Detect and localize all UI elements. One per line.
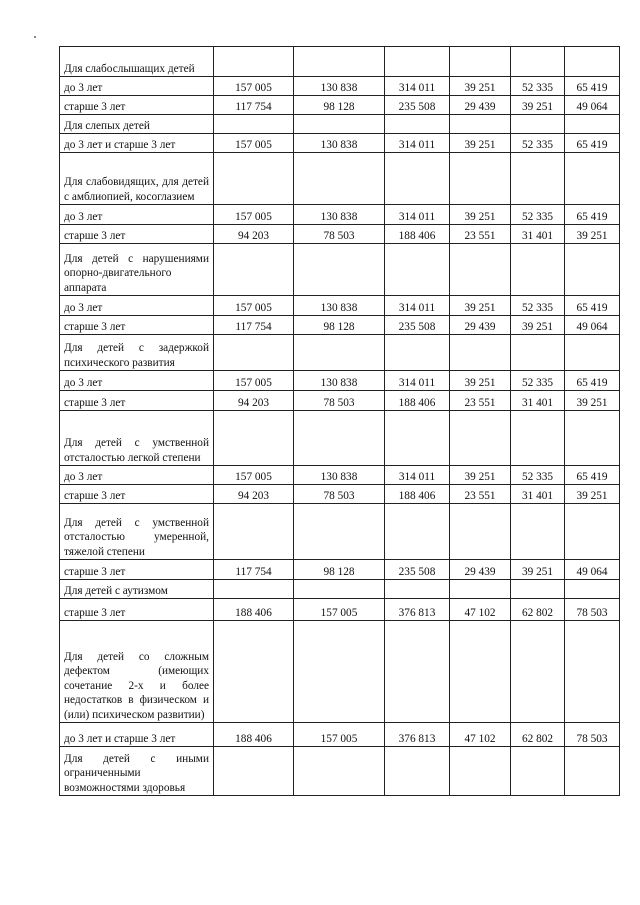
table-row (60, 316, 620, 335)
value-cell: 157 005 (294, 723, 385, 747)
value-cell (294, 244, 385, 296)
value-cell: 98 128 (294, 560, 385, 580)
age-group-label: до 3 лет (60, 205, 214, 225)
value-cell: 49 064 (565, 560, 620, 580)
value-cell (565, 621, 620, 723)
value-cell: 39 251 (511, 316, 565, 335)
value-cell (450, 580, 511, 599)
value-cell (385, 504, 450, 560)
value-cell (294, 621, 385, 723)
cost-table-body (60, 47, 620, 796)
value-cell (565, 244, 620, 296)
value-cell: 49 064 (565, 316, 620, 335)
category-row (60, 621, 620, 723)
value-cell: 31 401 (511, 225, 565, 244)
age-group-label: старше 3 лет (60, 225, 214, 244)
cost-table (59, 46, 620, 796)
value-cell (565, 411, 620, 466)
category-label: Для детей со сложным дефектом (имеющих сочетание 2-х и более недостатков в физическом и (или) психическом развитии) (60, 621, 214, 723)
category-label: Для детей с нарушениями опорно-двигательного аппарата (60, 244, 214, 296)
table-row (60, 225, 620, 244)
value-cell (511, 580, 565, 599)
category-row (60, 504, 620, 560)
value-cell (450, 153, 511, 205)
category-row (60, 244, 620, 296)
value-cell: 188 406 (385, 225, 450, 244)
value-cell: 52 335 (511, 134, 565, 153)
category-row (60, 115, 620, 134)
value-cell: 157 005 (214, 466, 294, 485)
table-row (60, 599, 620, 621)
value-cell: 29 439 (450, 316, 511, 335)
value-cell: 130 838 (294, 134, 385, 153)
value-cell: 52 335 (511, 296, 565, 316)
value-cell (214, 411, 294, 466)
value-cell: 39 251 (450, 466, 511, 485)
value-cell: 235 508 (385, 560, 450, 580)
value-cell (385, 244, 450, 296)
value-cell: 78 503 (565, 723, 620, 747)
value-cell (511, 244, 565, 296)
value-cell: 157 005 (214, 296, 294, 316)
value-cell: 130 838 (294, 205, 385, 225)
value-cell: 31 401 (511, 391, 565, 411)
category-row (60, 411, 620, 466)
value-cell: 130 838 (294, 77, 385, 96)
value-cell: 65 419 (565, 466, 620, 485)
value-cell: 94 203 (214, 485, 294, 504)
value-cell: 47 102 (450, 599, 511, 621)
value-cell (214, 115, 294, 134)
value-cell: 52 335 (511, 371, 565, 391)
value-cell (214, 504, 294, 560)
category-label: Для детей с иными ограниченными возможностями здоровья (60, 747, 214, 796)
value-cell (511, 115, 565, 134)
value-cell (385, 153, 450, 205)
age-group-label: старше 3 лет (60, 391, 214, 411)
value-cell (450, 621, 511, 723)
table-row (60, 485, 620, 504)
value-cell (385, 621, 450, 723)
value-cell: 98 128 (294, 316, 385, 335)
value-cell: 39 251 (511, 96, 565, 115)
value-cell: 235 508 (385, 96, 450, 115)
value-cell (214, 621, 294, 723)
value-cell: 62 802 (511, 723, 565, 747)
value-cell: 39 251 (450, 77, 511, 96)
value-cell (385, 411, 450, 466)
table-row (60, 77, 620, 96)
category-label: Для детей с задержкой психического развития (60, 335, 214, 371)
value-cell: 94 203 (214, 391, 294, 411)
value-cell: 65 419 (565, 205, 620, 225)
value-cell (385, 580, 450, 599)
value-cell: 78 503 (565, 599, 620, 621)
value-cell: 314 011 (385, 77, 450, 96)
value-cell (450, 244, 511, 296)
value-cell (214, 747, 294, 796)
value-cell: 39 251 (565, 391, 620, 411)
value-cell: 314 011 (385, 205, 450, 225)
value-cell: 78 503 (294, 485, 385, 504)
value-cell (450, 747, 511, 796)
value-cell (565, 153, 620, 205)
value-cell: 157 005 (214, 77, 294, 96)
value-cell (511, 153, 565, 205)
value-cell (294, 335, 385, 371)
value-cell: 314 011 (385, 296, 450, 316)
value-cell (385, 115, 450, 134)
value-cell: 62 802 (511, 599, 565, 621)
value-cell (385, 47, 450, 77)
category-row (60, 580, 620, 599)
age-group-label: старше 3 лет (60, 560, 214, 580)
value-cell (294, 47, 385, 77)
value-cell: 117 754 (214, 316, 294, 335)
value-cell: 78 503 (294, 391, 385, 411)
value-cell: 188 406 (385, 485, 450, 504)
value-cell: 314 011 (385, 466, 450, 485)
table-row (60, 371, 620, 391)
value-cell: 94 203 (214, 225, 294, 244)
table-row (60, 723, 620, 747)
value-cell: 376 813 (385, 723, 450, 747)
value-cell: 39 251 (450, 134, 511, 153)
value-cell: 188 406 (214, 599, 294, 621)
value-cell: 117 754 (214, 96, 294, 115)
category-label: Для детей с умственной отсталостью умеренной, тяжелой степени (60, 504, 214, 560)
value-cell: 29 439 (450, 560, 511, 580)
value-cell (565, 335, 620, 371)
value-cell: 376 813 (385, 599, 450, 621)
value-cell: 157 005 (214, 134, 294, 153)
age-group-label: до 3 лет (60, 77, 214, 96)
value-cell: 47 102 (450, 723, 511, 747)
value-cell (511, 504, 565, 560)
value-cell: 31 401 (511, 485, 565, 504)
category-row (60, 153, 620, 205)
category-row (60, 747, 620, 796)
value-cell: 39 251 (565, 485, 620, 504)
value-cell (385, 335, 450, 371)
value-cell (565, 747, 620, 796)
value-cell: 39 251 (450, 205, 511, 225)
age-group-label: до 3 лет и старше 3 лет (60, 134, 214, 153)
age-group-label: старше 3 лет (60, 485, 214, 504)
value-cell (214, 335, 294, 371)
value-cell: 29 439 (450, 96, 511, 115)
table-row (60, 296, 620, 316)
value-cell (511, 47, 565, 77)
value-cell: 39 251 (565, 225, 620, 244)
value-cell (450, 504, 511, 560)
age-group-label: до 3 лет (60, 296, 214, 316)
value-cell (294, 115, 385, 134)
value-cell: 39 251 (511, 560, 565, 580)
value-cell (450, 47, 511, 77)
category-label: Для слепых детей (60, 115, 214, 134)
value-cell (294, 411, 385, 466)
value-cell: 117 754 (214, 560, 294, 580)
table-row (60, 134, 620, 153)
value-cell (565, 504, 620, 560)
value-cell: 52 335 (511, 466, 565, 485)
value-cell (294, 504, 385, 560)
value-cell: 130 838 (294, 371, 385, 391)
table-row (60, 560, 620, 580)
age-group-label: старше 3 лет (60, 599, 214, 621)
value-cell: 314 011 (385, 371, 450, 391)
value-cell: 314 011 (385, 134, 450, 153)
category-label: Для детей с умственной отсталостью легкой степени (60, 411, 214, 466)
value-cell (214, 153, 294, 205)
value-cell (450, 411, 511, 466)
value-cell (214, 47, 294, 77)
value-cell: 65 419 (565, 296, 620, 316)
value-cell: 78 503 (294, 225, 385, 244)
value-cell: 188 406 (385, 391, 450, 411)
value-cell: 235 508 (385, 316, 450, 335)
age-group-label: до 3 лет (60, 371, 214, 391)
value-cell: 130 838 (294, 466, 385, 485)
value-cell (294, 153, 385, 205)
value-cell (294, 747, 385, 796)
value-cell (511, 335, 565, 371)
value-cell: 98 128 (294, 96, 385, 115)
scan-dot (34, 36, 36, 38)
age-group-label: до 3 лет (60, 466, 214, 485)
category-label: Для слабослышащих детей (60, 47, 214, 77)
value-cell: 49 064 (565, 96, 620, 115)
value-cell: 130 838 (294, 296, 385, 316)
value-cell: 188 406 (214, 723, 294, 747)
value-cell (385, 747, 450, 796)
age-group-label: старше 3 лет (60, 96, 214, 115)
category-label: Для детей с аутизмом (60, 580, 214, 599)
value-cell (511, 621, 565, 723)
value-cell: 52 335 (511, 205, 565, 225)
table-row (60, 391, 620, 411)
category-label: Для слабовидящих, для детей с амблиопией, косоглазием (60, 153, 214, 205)
category-row (60, 47, 620, 77)
value-cell: 157 005 (294, 599, 385, 621)
value-cell (450, 115, 511, 134)
value-cell: 65 419 (565, 134, 620, 153)
value-cell (511, 747, 565, 796)
value-cell: 23 551 (450, 485, 511, 504)
category-row (60, 335, 620, 371)
table-row (60, 466, 620, 485)
value-cell (565, 47, 620, 77)
value-cell (450, 335, 511, 371)
value-cell: 39 251 (450, 296, 511, 316)
table-row (60, 205, 620, 225)
value-cell: 65 419 (565, 371, 620, 391)
table-row (60, 96, 620, 115)
value-cell: 39 251 (450, 371, 511, 391)
value-cell: 52 335 (511, 77, 565, 96)
value-cell: 65 419 (565, 77, 620, 96)
value-cell: 23 551 (450, 225, 511, 244)
value-cell: 157 005 (214, 371, 294, 391)
value-cell: 23 551 (450, 391, 511, 411)
value-cell: 157 005 (214, 205, 294, 225)
age-group-label: старше 3 лет (60, 316, 214, 335)
value-cell (214, 580, 294, 599)
value-cell (511, 411, 565, 466)
age-group-label: до 3 лет и старше 3 лет (60, 723, 214, 747)
value-cell (565, 580, 620, 599)
value-cell (214, 244, 294, 296)
value-cell (294, 580, 385, 599)
value-cell (565, 115, 620, 134)
